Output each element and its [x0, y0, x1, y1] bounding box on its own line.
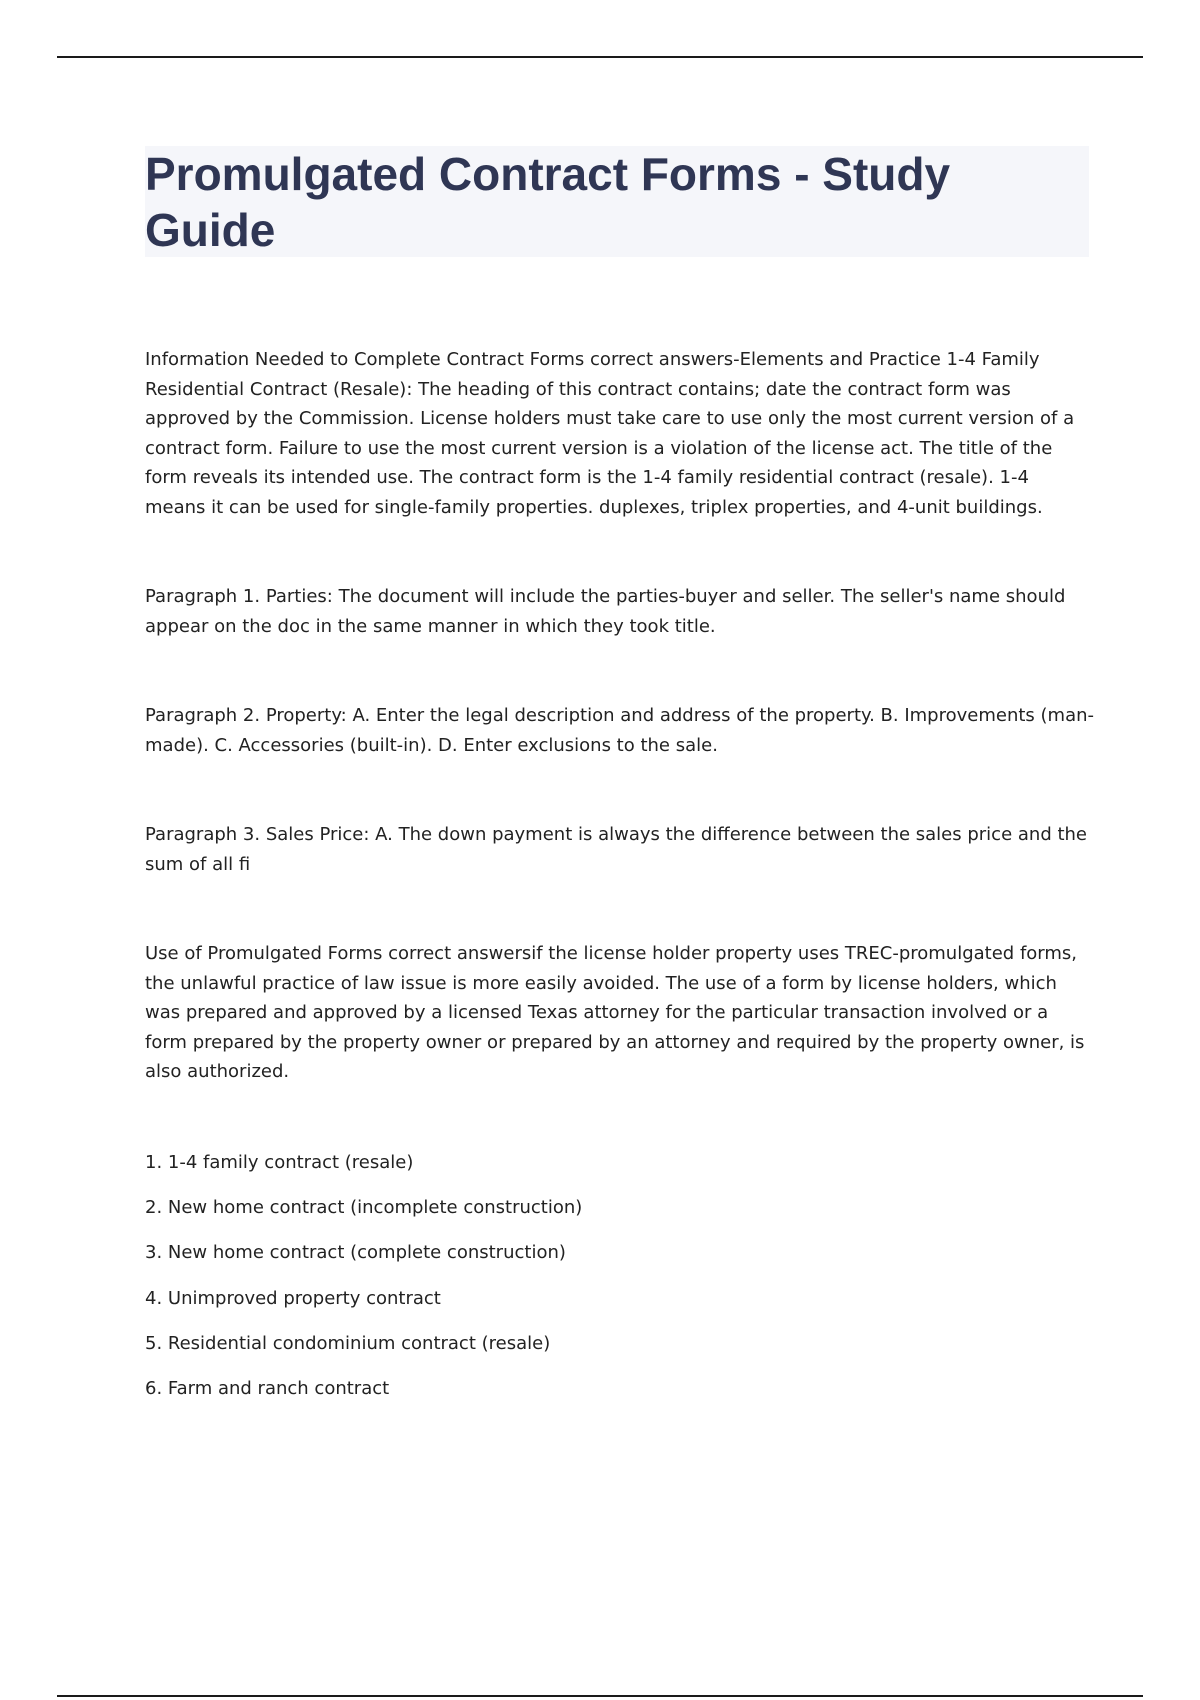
forms-list: [145, 1148, 1095, 1420]
paragraph-information-needed: Information Needed to Complete Contract Forms correct answers-Elements and Practice 1-4 Family Residential Contract (Resale): The heading of this contract contains; date the contract form was approved by the Commission. License holders must take care to use only the most current version of a contract form. Failure to use the most current version is a violation of the license act. The title of the form reveals its intended use. The contract form is the 1-4 family residential contract (resale). 1-4 means it can be used for single-family properties. duplexes, triplex properties, and 4-unit buildings.: [145, 349, 1075, 518]
paragraph-property: Paragraph 2. Property: A. Enter the legal description and address of the property. B. Improvements (man-made). C. Accessories (built-in). D. Enter exclusions to the sale.: [145, 705, 1095, 756]
list-item: 4. Unimproved property contract: [145, 1287, 441, 1309]
title-block: [145, 146, 1089, 257]
document-body: [145, 345, 1095, 1420]
list-item: 1. 1-4 family contract (resale): [145, 1151, 414, 1173]
bottom-rule: [57, 1695, 1143, 1697]
paragraph-use-of-promulgated-forms: Use of Promulgated Forms correct answersif the license holder property uses TREC-promulgated forms, the unlawful practice of law issue is more easily avoided. The use of a form by license holders, which was prepared and approved by a licensed Texas attorney for the particular transaction involved or a form prepared by the property owner or prepared by an attorney and required by the property owner, is also authorized.: [145, 943, 1085, 1082]
list-item: 6. Farm and ranch contract: [145, 1378, 390, 1400]
list-item: 5. Residential condominium contract (resale): [145, 1333, 551, 1355]
paragraph-sales-price: Paragraph 3. Sales Price: A. The down payment is always the difference between the sales price and the sum of all fi: [145, 824, 1088, 875]
list-item: 3. New home contract (complete construction): [145, 1242, 566, 1264]
list-item: 2. New home contract (incomplete construction): [145, 1196, 583, 1218]
top-rule: [57, 56, 1143, 58]
page-title: Promulgated Contract Forms - Study Guide: [145, 148, 951, 256]
paragraph-parties: Paragraph 1. Parties: The document will include the parties-buyer and seller. The seller's name should appear on the doc in the same manner in which they took title.: [145, 586, 1066, 637]
